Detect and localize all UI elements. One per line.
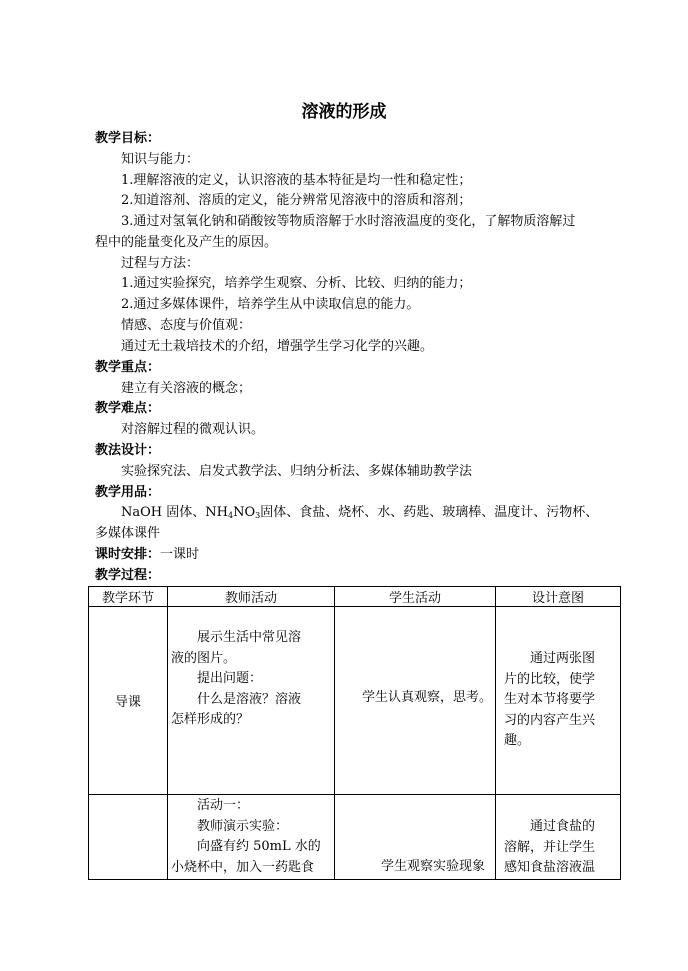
stage-cell	[89, 607, 168, 795]
col-header-intent: 设计意图	[496, 587, 621, 607]
intent-cell	[496, 607, 621, 795]
stage-label: 导课	[114, 695, 141, 710]
method-heading: 教法设计：	[95, 443, 161, 458]
intent-line: 片的比较，使学	[504, 671, 596, 687]
teacher-line: 小烧杯中，加入一药匙食	[171, 859, 315, 875]
process-item-1: 1.通过实验探究，培养学生观察、分析、比较、归纳的能力；	[121, 276, 472, 291]
intent-cell	[496, 795, 621, 880]
document-title: 溶液的形成	[301, 102, 387, 122]
method-text: 实验探究法、启发式教学法、归纳分析法、多媒体辅助教学法	[121, 464, 473, 479]
materials-text-a: NaOH 固体、NH	[121, 505, 228, 520]
knowledge-item-1: 1.理解溶液的定义，认识溶液的基本特征是均一性和稳定性；	[121, 173, 472, 188]
table-row	[89, 795, 621, 880]
materials-text-c: 固体、食盐、烧杯、水、药匙、玻璃棒、温度计、污物杯、	[260, 505, 599, 520]
knowledge-item-2: 2.知道溶剂、溶质的定义，能分辨常见溶液中的溶质和溶剂；	[121, 193, 472, 208]
table-header-row	[89, 587, 621, 607]
difficulty-text: 对溶解过程的微观认识。	[121, 422, 265, 437]
knowledge-item-3-cont: 程中的能量变化及产生的原因。	[95, 235, 278, 250]
teaching-process-table	[88, 586, 621, 880]
teacher-line: 教师演示实验：	[197, 818, 289, 834]
teacher-line: 怎样形成的？	[171, 712, 250, 727]
key-point-text: 建立有关溶液的概念；	[121, 381, 252, 396]
teacher-line: 液的图片。	[171, 650, 237, 666]
intent-line: 趣。	[504, 733, 531, 748]
col-header-teacher: 教师活动	[168, 587, 335, 607]
materials-line-2: 多媒体课件	[95, 526, 161, 541]
intent-line: 习的内容产生兴	[504, 712, 596, 728]
difficulty-heading: 教学难点：	[95, 401, 161, 416]
materials-sub-1: 4	[227, 511, 234, 520]
materials-line-1	[121, 503, 598, 523]
teacher-line: 活动一：	[197, 798, 250, 813]
teacher-cell	[168, 795, 335, 880]
process-item-2: 2.通过多媒体课件，培养学生从中读取信息的能力。	[121, 297, 420, 312]
schedule-text: 一课时	[160, 547, 200, 562]
schedule-heading: 课时安排：	[95, 547, 161, 562]
teacher-line: 什么是溶液？溶液	[197, 691, 302, 707]
process-method-heading: 过程与方法：	[121, 256, 200, 271]
student-cell	[335, 795, 496, 880]
teacher-line: 提出问题：	[197, 671, 263, 686]
materials-heading: 教学用品：	[95, 485, 161, 500]
attitude-text: 通过无土栽培技术的介绍，增强学生学习化学的兴趣。	[121, 339, 434, 354]
teacher-line: 展示生活中常见溶	[197, 630, 302, 645]
student-text: 学生观察实验现象	[380, 859, 485, 874]
process-heading: 教学过程：	[95, 568, 161, 583]
col-header-stage: 教学环节	[89, 587, 168, 607]
intent-line: 生对本节将要学	[504, 692, 596, 707]
intent-line: 溶解，并让学生	[504, 839, 596, 855]
intent-line: 通过食盐的	[530, 819, 596, 834]
schedule-line	[95, 545, 199, 565]
materials-sub-2: 3	[255, 511, 261, 520]
knowledge-heading: 知识与能力：	[121, 152, 200, 167]
stage-cell	[89, 795, 168, 880]
intent-line: 感知食盐溶液温	[504, 860, 596, 875]
table-row	[89, 607, 621, 795]
objectives-heading: 教学目标：	[95, 131, 161, 146]
teacher-line: 向盛有约 50mL 水的	[197, 839, 321, 854]
materials-text-b: NO	[233, 505, 256, 520]
teacher-cell	[168, 607, 335, 795]
key-point-heading: 教学重点：	[95, 360, 161, 375]
attitude-heading: 情感、态度与价值观：	[121, 318, 252, 333]
student-cell	[335, 607, 496, 795]
student-text: 学生认真观察，思考。	[361, 690, 492, 706]
col-header-student: 学生活动	[335, 587, 496, 607]
intent-line: 通过两张图	[530, 651, 596, 666]
knowledge-item-3: 3.通过对氢氧化钠和硝酸铵等物质溶解于水时溶液温度的变化，了解物质溶解过	[121, 214, 576, 229]
